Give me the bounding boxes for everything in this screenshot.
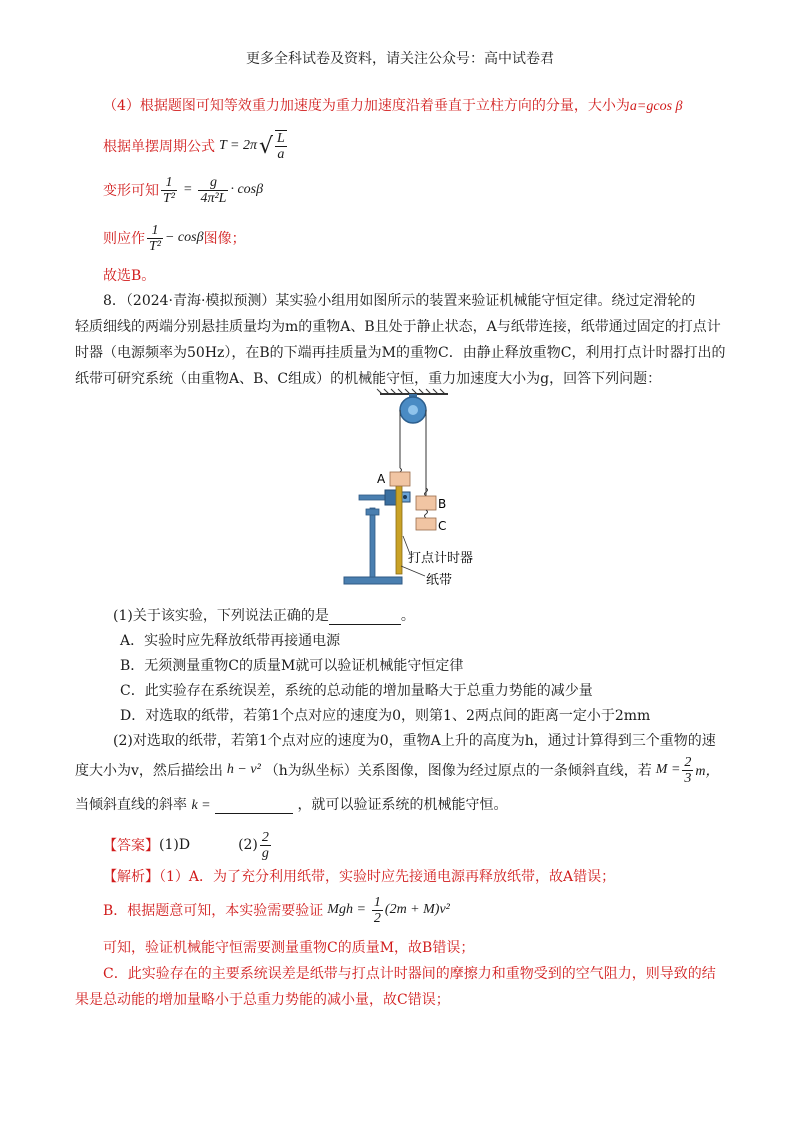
answer-line: 【答案】 (1)D (2) $\frac{2}{g}$ xyxy=(103,829,269,861)
pulley xyxy=(400,394,426,423)
experiment-figure xyxy=(330,388,500,593)
q8-para3: 时器（电源频率为50Hz），在B的下端再挂质量为M的重物C．由静止释放重物C，利用打点计时器打出的 xyxy=(75,345,726,361)
plot-fraction: $\frac{1}{\text{T²}}$ xyxy=(149,222,161,254)
block-A xyxy=(390,472,410,486)
analysis-line4: C．此实验存在的主要系统误差是纸带与打点计时器间的摩擦力和重物受到的空气阻力，则导致的结 xyxy=(103,966,716,982)
lhs-fraction: $\frac{1}{\text{T²}}$ xyxy=(163,174,175,206)
option-A: A．实验时应先释放纸带再接通电源 xyxy=(120,633,341,649)
sqrt-sign: √ xyxy=(259,133,274,159)
label-tape: 纸带 xyxy=(426,573,453,588)
sub2-line2: 度大小为v，然后描绘出 h − v² （h为纵坐标）关系图像，图像为经过原点的一条倾斜直线，若 M = $\frac{2}{3}$ m， xyxy=(75,754,720,786)
paper-tape xyxy=(396,480,402,574)
analysis-line2: B．根据题意可知，本实验需要验证 Mgh = $\frac{1}{2}$ (2m + M)v² xyxy=(103,894,450,926)
answer-blank-2 xyxy=(215,797,293,814)
sol4-line4: 则应作 $\frac{1}{\text{T²}}$ − cosβ 图像； xyxy=(103,222,246,254)
half-fraction: $\frac{1}{2}$ xyxy=(373,894,381,926)
label-B: B xyxy=(438,497,447,511)
block-B xyxy=(416,496,436,510)
label-timer: 打点计时器 xyxy=(408,551,474,566)
sol4-line1: （4）根据题图可知等效重力加速度为重力加速度沿着垂直于立柱方向的分量，大小为a=gcos β xyxy=(103,98,683,114)
rhs-fraction: $\frac{g}{\text{4π²L}}$ xyxy=(200,174,227,206)
sol4-line2: 根据单摆周期公式 T = 2π √ $\frac{L}{a}$ xyxy=(103,131,285,162)
q8-para4: 纸带可研究系统（由重物A、B、C组成）的机械能守恒，重力加速度大小为g，回答下列问题： xyxy=(75,371,662,387)
analysis-line3: 可知，验证机械能守恒需要测量重物C的质量M，故B错误； xyxy=(103,940,475,956)
option-C: C．此实验存在系统误差，系统的总动能的增加量略大于总重力势能的减少量 xyxy=(120,683,593,699)
label-C: C xyxy=(438,519,447,533)
sub2-line1: (2)对选取的纸带，若第1个点对应的速度为0，重物A上升的高度为h，通过计算得到三个重物的速 xyxy=(113,733,716,749)
label-A: A xyxy=(377,472,386,486)
option-D: D．对选取的纸带，若第1个点对应的速度为0，则第1、2两点间的距离一定小于2mm xyxy=(120,708,651,724)
answer-fraction: $\frac{2}{g}$ xyxy=(261,829,269,861)
page-header: 更多全科试卷及资料，请关注公众号：高中试卷君 xyxy=(246,51,554,67)
q8-para2: 轻质细线的两端分别悬挂质量均为m的重物A、B且处于静止状态，A与纸带连接，纸带通过固定的打点计 xyxy=(75,319,721,335)
hook-C xyxy=(425,510,428,518)
analysis-line5: 果是总动能的增加量略小于总重力势能的减小量，故C错误； xyxy=(75,992,450,1008)
h-v2-formula: h − v² xyxy=(226,762,261,777)
sol4-line5: 故选B。 xyxy=(103,268,156,284)
period-formula: T = 2π xyxy=(219,138,257,153)
sub2-line3: 当倾斜直线的斜率 k = ，就可以验证系统的机械能守恒。 xyxy=(75,797,508,813)
block-C xyxy=(416,518,436,530)
M-fraction: $\frac{2}{3}$ xyxy=(684,754,692,786)
sqrt-fraction: $\frac{L}{a}$ xyxy=(277,131,285,162)
analysis-line1: 【解析】（1）A．为了充分利用纸带，实验时应先接通电源再释放纸带，故A错误； xyxy=(103,869,616,885)
sub1-stem: (1)关于该实验，下列说法正确的是 。 xyxy=(113,608,415,624)
formula-a: a=gcos β xyxy=(629,99,683,114)
ceiling xyxy=(377,389,448,394)
sol4-line3: 变形可知 $\frac{1}{\text{T²}}$ = $\frac{g}{\text{4π²L}}$ · cosβ xyxy=(103,174,264,206)
option-B: B．无须测量重物C的质量M就可以验证机械能守恒定律 xyxy=(120,658,464,674)
answer-blank-1 xyxy=(329,608,401,625)
q8-para1: 8．（2024·青海·模拟预测）某实验小组用如图所示的装置来验证机械能守恒定律。绕过定滑轮的 xyxy=(103,293,696,309)
